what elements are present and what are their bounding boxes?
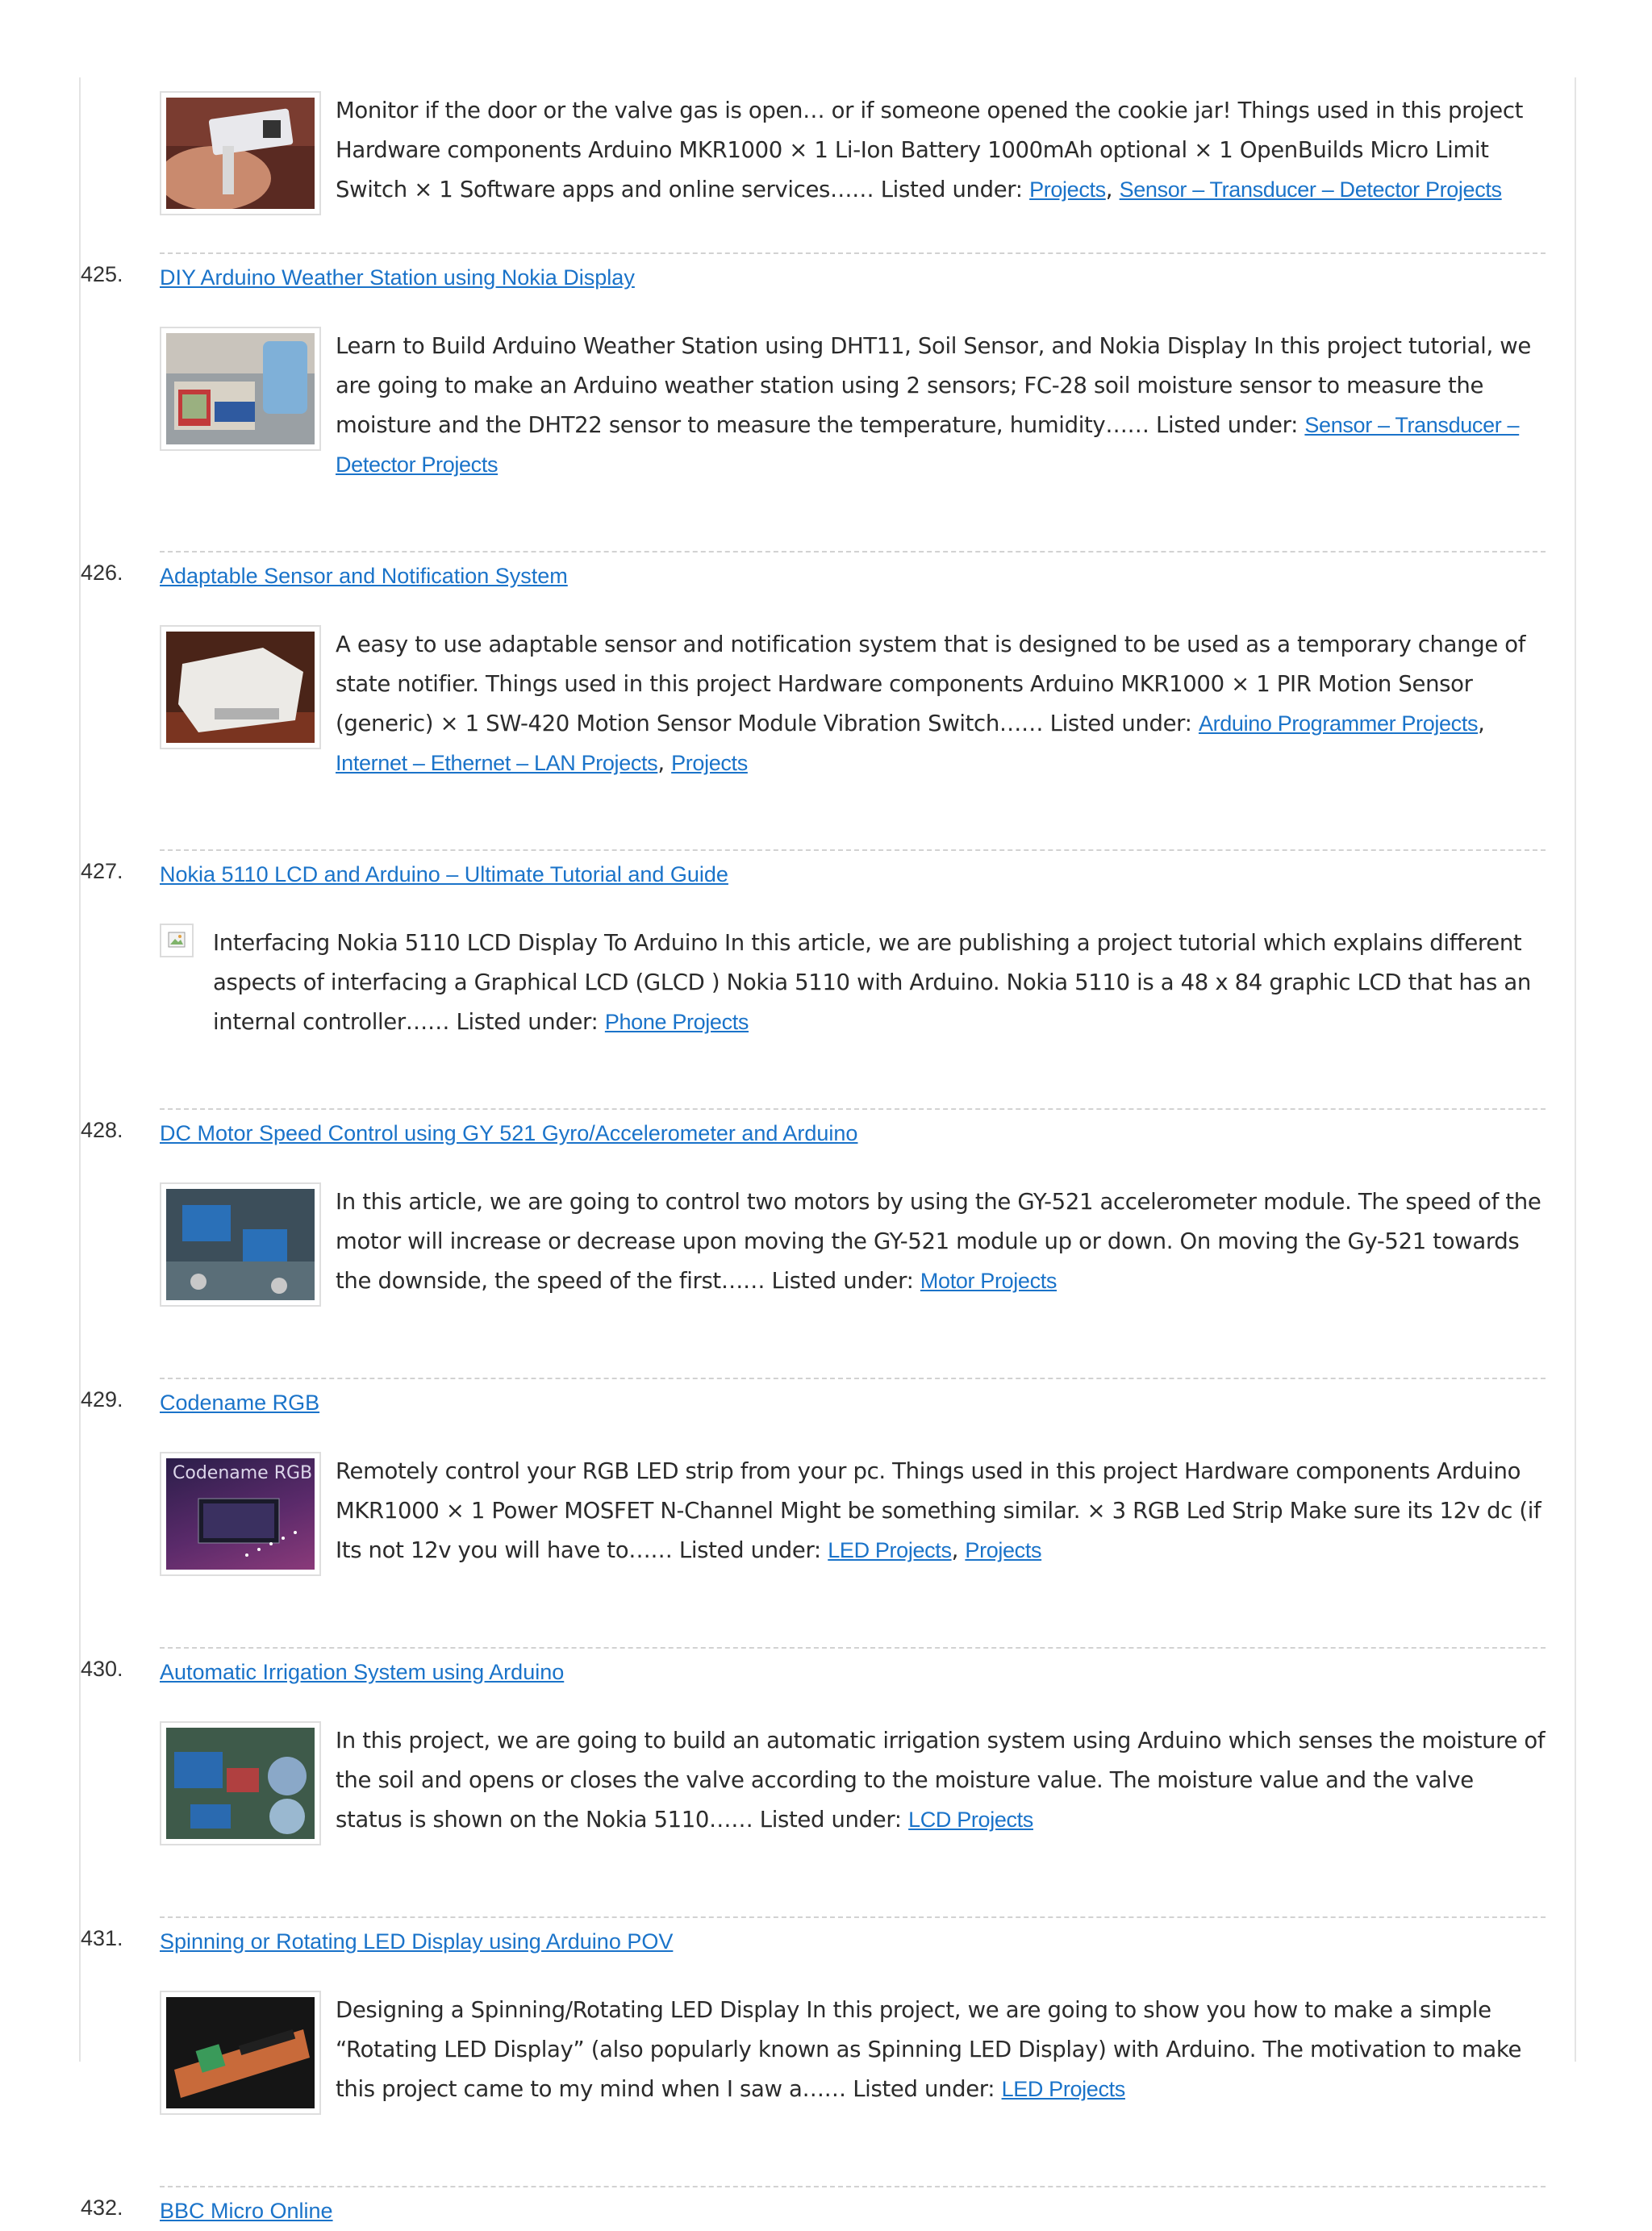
item-number: 427. (81, 859, 123, 883)
item-number: 426. (81, 561, 123, 585)
category-link[interactable]: Sensor – Transducer – Detector Projects (336, 413, 1520, 477)
list-item (81, 252, 1549, 551)
project-title-link[interactable]: Adaptable Sensor and Notification System (160, 564, 568, 588)
project-description: Interfacing Nokia 5110 LCD Display To Arduino In this article, we are publishing a project tutorial which explains different aspects of interfacing a Graphical LCD (GLCD ) Nokia 5110 with Arduino. Nokia 5110 is a 48 x 84 graphic LCD that has an internal controller…… Listed under: Phone Projects (213, 930, 1531, 1035)
item-number: 425. (81, 262, 123, 286)
list-item (81, 551, 1549, 849)
list-item (81, 91, 1549, 252)
list-item (81, 1108, 1549, 1378)
item-number: 431. (81, 1926, 123, 1950)
item-number: 429. (81, 1387, 123, 1412)
category-link[interactable]: LED Projects (828, 1538, 952, 1562)
category-link[interactable]: Internet – Ethernet – LAN Projects (336, 751, 658, 775)
project-thumbnail[interactable] (160, 625, 321, 749)
project-title-link[interactable]: Codename RGB (160, 1391, 320, 1415)
project-thumbnail[interactable] (160, 1991, 321, 2115)
list-item (81, 2186, 1549, 2231)
item-number: 428. (81, 1118, 123, 1142)
project-thumbnail[interactable] (160, 1452, 321, 1576)
project-thumbnail[interactable] (160, 91, 321, 215)
project-description: Remotely control your RGB LED strip from your pc. Things used in this project Hardware components Arduino MKR1000 × 1 Power MOSFET N-Channel Might be something similar. × 3 RGB Led Strip Make sure its 12v dc (if Its not 12v you will have to…… Listed under: LED Projects, Projects (336, 1458, 1541, 1563)
list-item (81, 1916, 1549, 2186)
project-thumbnail[interactable] (160, 327, 321, 451)
project-thumbnail[interactable] (160, 1721, 321, 1845)
project-title-link[interactable]: DIY Arduino Weather Station using Nokia Display (160, 265, 635, 290)
project-description: Designing a Spinning/Rotating LED Display In this project, we are going to show you how to make a simple “Rotating LED Display” (also popularly known as Spinning LED Display) with Arduino. The motivation to make this project came to my mind when I saw a…… Listed under: LED Projects (336, 1997, 1522, 2102)
list-item (81, 1647, 1549, 1916)
thumbnail-caption: Codename RGB (173, 1463, 313, 1483)
list-item (81, 1378, 1549, 1647)
project-description: In this project, we are going to build an automatic irrigation system using Arduino which senses the moisture of the soil and opens or closes the valve according to the moisture value. The moisture value and the valve status is shown on the Nokia 5110…… Listed under: LCD Projects (336, 1728, 1546, 1833)
category-link[interactable]: Motor Projects (920, 1269, 1058, 1293)
project-title-link[interactable]: Spinning or Rotating LED Display using Arduino POV (160, 1929, 674, 1954)
project-thumbnail[interactable] (160, 1182, 321, 1307)
category-link[interactable]: Sensor – Transducer – Detector Projects (1119, 177, 1502, 202)
project-title-link[interactable]: Nokia 5110 LCD and Arduino – Ultimate Tutorial and Guide (160, 862, 728, 886)
category-link[interactable]: Projects (965, 1538, 1042, 1562)
project-description: In this article, we are going to control two motors by using the GY-521 accelerometer module. The speed of the motor will increase or decrease upon moving the GY-521 module up or down. On moving the Gy-521 towards the downside, the speed of the first…… Listed under: Motor Projects (336, 1189, 1541, 1294)
project-description: Learn to Build Arduino Weather Station using DHT11, Soil Sensor, and Nokia Display In this project tutorial, we are going to make an Arduino weather station using 2 sensors; FC-28 soil moisture sensor to measure the moisture and the DHT22 sensor to measure the temperature, humidity…… Listed under: Sensor – Transducer – Detector Projects (336, 333, 1531, 477)
category-link[interactable]: Arduino Programmer Projects (1198, 711, 1479, 736)
category-link[interactable]: Phone Projects (604, 1010, 749, 1034)
category-link[interactable]: Projects (1029, 177, 1106, 202)
project-title-link[interactable]: DC Motor Speed Control using GY 521 Gyro/Accelerometer and Arduino (160, 1121, 858, 1145)
list-item (81, 849, 1549, 1108)
project-list (81, 77, 1549, 2231)
project-description: Monitor if the door or the valve gas is open… or if someone opened the cookie jar! Things used in this project Hardware components Arduino MKR1000 × 1 Li-Ion Battery 1000mAh optional × 1 OpenBuilds Micro Limit Switch × 1 Software apps and online services…… Listed under: Projects, Sensor – Transducer – Detector Projects (336, 98, 1524, 202)
category-link[interactable]: LED Projects (1001, 2077, 1125, 2101)
broken-image-icon[interactable] (160, 924, 194, 957)
category-link[interactable]: LCD Projects (908, 1808, 1033, 1832)
project-title-link[interactable]: Automatic Irrigation System using Arduino (160, 1660, 565, 1684)
project-title-link[interactable]: BBC Micro Online (160, 2199, 333, 2223)
item-number: 432. (81, 2196, 123, 2220)
category-link[interactable]: Projects (671, 751, 748, 775)
project-description: A easy to use adaptable sensor and notification system that is designed to be used as a temporary change of state notifier. Things used in this project Hardware components Arduino MKR1000 × 1 PIR Motion Sensor (generic) × 1 SW-420 Motion Sensor Module Vibration Switch…… Listed under: Arduino Programmer Projects, Internet – Ethernet – LAN Projects, Projects (336, 632, 1526, 776)
item-number: 430. (81, 1657, 123, 1681)
